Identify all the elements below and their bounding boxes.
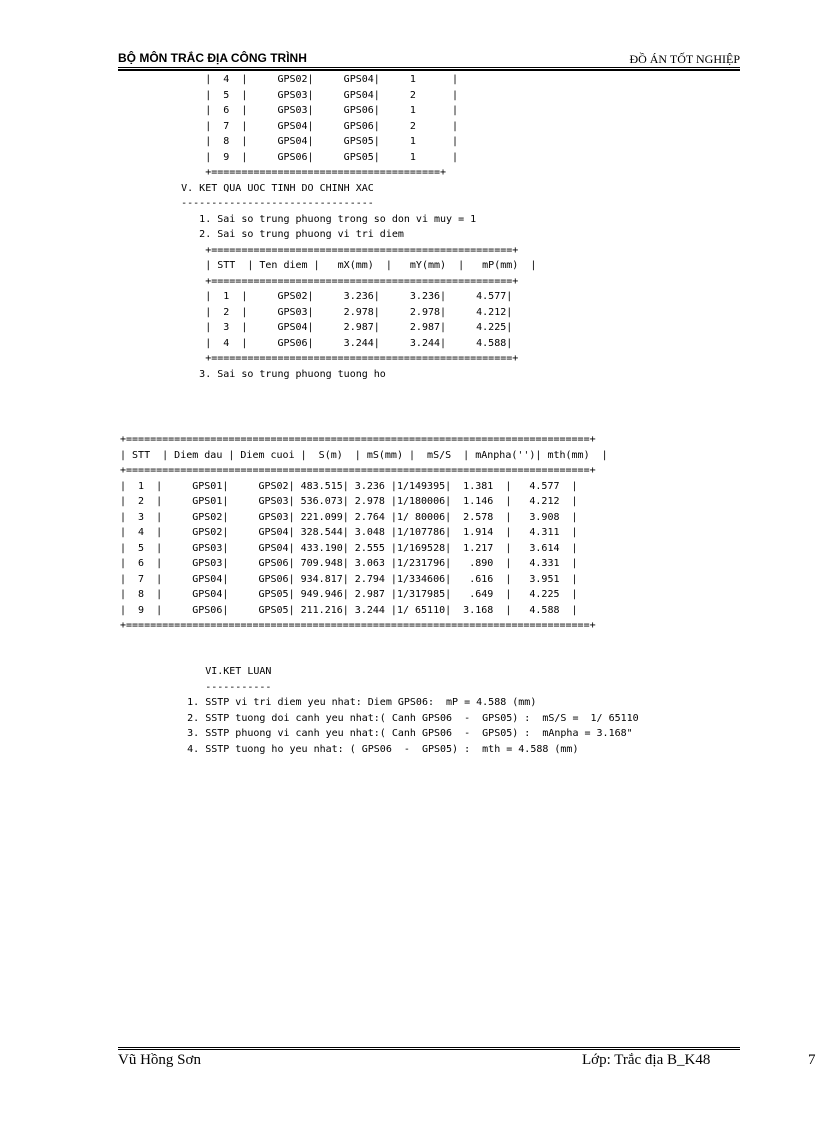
mutual-error-table: +=============================================================================+ | STT | Diem dau | Diem cuoi | S(m) | mS(mm) | mS/S | mAnpha('')| mth(mm) | +=============================================================================+ | 1 | GPS01| GPS02| 483.515| 3.236 |1/149395| 1.381 | 4.577 | | 2 | GPS01| GPS03| 536.073| 2.978 |1/180006| 1.146 | 4.212 | | 3 | GPS02| GPS03| 221.099| 2.764 |1/ 80006| 2.578 | 3.908 | | 4 | GPS02| GPS04| 328.544| 3.048 |1/107786| 1.914 | 4.311 | | 5 | GPS03| GPS04| 433.190| 2.555 |1/169528| 1.217 | 3.614 | | 6 | GPS03| GPS06| 709.948| 3.063 |1/231796| .890 | 4.331 | | 7 | GPS04| GPS06| 934.817| 2.794 |1/334606| .616 | 3.951 | | 8 | GPS04| GPS05| 949.946| 2.987 |1/317985| .649 | 4.225 | | 9 | GPS06| GPS05| 211.216| 3.244 |1/ 65110| 3.168 | 4.588 | +=============================================================================+ — [120, 434, 608, 631]
page-number: 7 — [808, 1052, 816, 1068]
footer-class: Lớp: Trắc địa B_K48 — [582, 1052, 711, 1068]
precision-estimation-section: | 4 | GPS02| GPS04| 1 | | 5 | GPS03| GPS04| 2 | | 6 | GPS03| GPS06| 1 | | 7 | GPS04| GPS06| 2 | | 8 | GPS04| GPS05| 1 | | 9 | GPS06| GPS05| 1 | +======================================+ V. KET QUA UOC TINH DO CHINH XAC -------------------------------- 1. Sai so trung phuong trong so don vi muy = 1 2. Sai so trung phuong vi tri diem +==================================================+ | STT | Ten diem | mX(mm) | mY(mm) | mP(mm) | +==================================================+ | 1 | GPS02| 3.236| 3.236| 4.577| | 2 | GPS03| 2.978| 2.978| 4.212| | 3 | GPS04| 2.987| 2.987| 4.225| | 4 | GPS06| 3.244| 3.244| 4.588| +==================================================+ 3. Sai so trung phuong tuong ho — [181, 74, 537, 380]
header-divider — [118, 67, 740, 71]
header-project-title: ĐỒ ÁN TỐT NGHIỆP — [629, 52, 740, 66]
footer-divider — [118, 1047, 740, 1050]
header-department: BỘ MÔN TRẮC ĐỊA CÔNG TRÌNH — [118, 51, 307, 65]
footer-author: Vũ Hồng Sơn — [118, 1052, 201, 1068]
conclusion-section: VI.KET LUAN ----------- 1. SSTP vi tri diem yeu nhat: Diem GPS06: mP = 4.588 (mm) 2. SSTP tuong doi canh yeu nhat:( Canh GPS06 - GPS05) : mS/S = 1/ 65110 3. SSTP phuong vi canh yeu nhat:( Canh GPS06 - GPS05) : mAnpha = 3.168" 4. SSTP tuong ho yeu nhat: ( GPS06 - GPS05) : mth = 4.588 (mm) — [187, 666, 639, 755]
